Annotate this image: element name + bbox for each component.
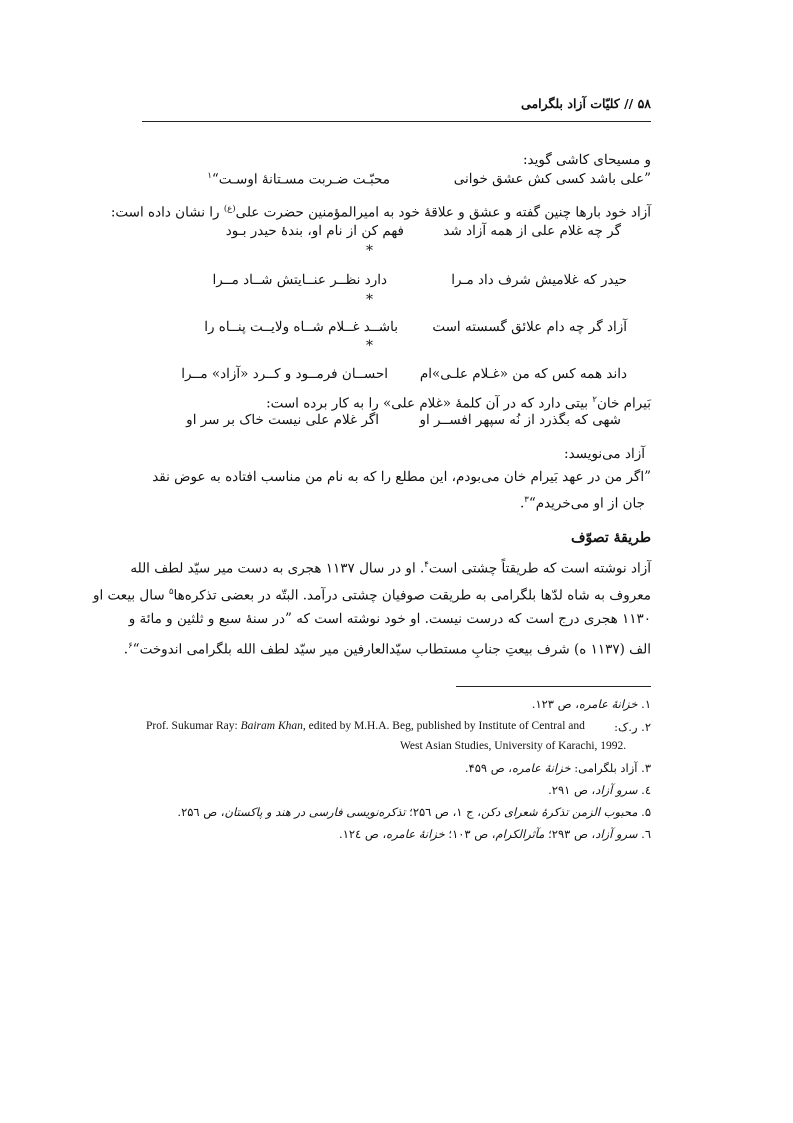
azad-intro-text-a: آزاد خود بارها چنین گفته و عشق و علاقۀ خود به امیرالمؤمنین حضرت علی bbox=[235, 204, 651, 221]
para-line-2 bbox=[93, 582, 651, 606]
footnote-ref-3[interactable]: ۳ bbox=[524, 495, 529, 505]
footnote-3 bbox=[465, 761, 651, 775]
fn3-a: ۳. آزاد بلگرامی: bbox=[570, 761, 651, 775]
fn4-rest: ، ص ۲۹۱. bbox=[548, 783, 596, 797]
footnote-ref-5[interactable]: ۵ bbox=[168, 587, 174, 597]
para-line-2-a: معروف به شاه لدّها بلگرامی به طریقت صوفیان چشتی درآمد. البتّه در بعضی تذکره‌ها bbox=[173, 587, 651, 604]
fn6-num: ٦. bbox=[637, 827, 651, 841]
verse4-first: داند همه کس که من «غـلام علـی»ام bbox=[419, 366, 627, 382]
fn5-rest: ، ص ۲۵٦. bbox=[177, 805, 225, 819]
bairam-text: بیتی دارد که در آن کلمۀ «غلام علی» را به کار برده است: bbox=[266, 395, 593, 412]
separator-star-2: * bbox=[366, 292, 373, 308]
fn5-t1: محبوب الزمن تذکرۀ شعرای دکن bbox=[480, 805, 638, 819]
fn6-t2: مآثرالکرام bbox=[495, 827, 545, 841]
bairam-intro bbox=[266, 390, 651, 414]
footnote-ref-6[interactable]: ۶ bbox=[128, 641, 133, 651]
fn4-title: سرو آزاد bbox=[595, 783, 638, 797]
fn6-rest: ، ص ۱۲٤. bbox=[339, 827, 387, 841]
fn5-m1: ، ج ۱، ص ۲۵٦؛ bbox=[405, 805, 481, 819]
quote-line-1: ”اگر من در عهد بَیرام خان می‌بودم، این مطلع را که به نام من مناسب افتاده به عوض نقد bbox=[152, 469, 651, 485]
para-line-1-b: . او در سال ۱۱۳۷ هجری به دست میر سیّد لطف الله bbox=[130, 560, 425, 577]
verse2-second: دارد نظــر عنــایتش شــاد مــرا bbox=[212, 272, 387, 288]
verse-kashi-first: ”علی باشد کسی کش عشق خوانی bbox=[453, 171, 651, 187]
fn3-rest: ، ص ۴۵۹. bbox=[464, 761, 513, 775]
verse-kashi-second-text: محبّـت ضـربت مسـتانۀ اوسـت“ bbox=[211, 171, 390, 188]
azad-writes: آزاد می‌نویسد: bbox=[564, 446, 645, 462]
separator-star-1: * bbox=[366, 243, 373, 259]
quote-line-2 bbox=[520, 490, 645, 514]
fn6-t1: سرو آزاد bbox=[595, 827, 638, 841]
verse1-second: فهم کن از نام او، بندۀ حیدر بـود bbox=[225, 223, 404, 239]
footnote-ref-2[interactable]: ۲ bbox=[592, 395, 597, 405]
separator-star-3: * bbox=[366, 338, 373, 354]
verse5-first: شهی که بگذرد از نُه سپهر افســر او bbox=[419, 412, 621, 428]
footnote-ref-1[interactable]: ۱ bbox=[207, 171, 212, 181]
footnote-ref-4[interactable]: ۴ bbox=[424, 560, 429, 570]
verse2-first: حیدر که غلامیش شرف داد مـرا bbox=[451, 272, 627, 288]
fn5-t2: تذکره‌نویسی فارسی در هند و پاکستان bbox=[224, 805, 406, 819]
verse4-second: احســان فرمــود و کــرد «آزاد» مــرا bbox=[181, 366, 388, 382]
azad-intro-text-b: را نشان داده است: bbox=[110, 204, 224, 221]
quote-end: . bbox=[519, 495, 525, 512]
para-line-2-b: سال بیعت او bbox=[92, 587, 169, 604]
verse3-second: باشــد غــلام شــاه ولایــت پنــاه را bbox=[204, 319, 398, 335]
quote-line-2-text: جان از او می‌خریدم“ bbox=[528, 495, 645, 512]
fn1-rest: ، ص ۱۲۳. bbox=[531, 697, 579, 711]
azad-intro bbox=[111, 199, 651, 223]
verse5-second: اگر غلام علی نیست خاک بر سر او bbox=[186, 412, 379, 428]
para-line-1 bbox=[130, 555, 651, 579]
honorific-sup: (ع) bbox=[223, 204, 236, 214]
para-line-4 bbox=[124, 636, 651, 660]
para-line-4-a: الف (۱۱۳۷ ه) شرف بیعتِ جنابِ مستطاب سیّدالعارفین میر سیّد لطف الله بلگرامی اندوخت“ bbox=[132, 641, 651, 658]
bairam-name: بَیرام خان bbox=[596, 395, 651, 412]
verse-kashi-second bbox=[207, 171, 390, 188]
fn2-en-a: Prof. Sukumar Ray: bbox=[146, 720, 241, 732]
footnote-6 bbox=[339, 827, 651, 841]
verse1-first: گر چه غلام علی از همه آزاد شد bbox=[443, 223, 621, 239]
footnote-2-english-cont: West Asian Studies, University of Karachi, 1992. bbox=[400, 740, 627, 752]
fn1-title: خزانۀ عامره bbox=[578, 697, 638, 711]
fn2-en-b: , edited by M.H.A. Beg, published by Institute of Central and bbox=[302, 720, 585, 732]
section-heading: طریقۀ تصوّف bbox=[570, 530, 651, 546]
fn6-m2: ، ص ۱۰۳؛ bbox=[444, 827, 496, 841]
header-title: ۵۸ // کلیّات آزاد بلگرامی bbox=[521, 96, 651, 111]
para-line-4-b: . bbox=[123, 641, 129, 658]
footnote-1 bbox=[532, 697, 651, 711]
footnote-2-label: ۲. ر.ک: bbox=[614, 720, 651, 734]
running-header bbox=[142, 96, 651, 118]
footnote-5 bbox=[177, 805, 651, 819]
para-line-3: ۱۱۳۰ هجری درج است که درست نیست. او خود نوشته است که ”در سنۀ سبع و ثلثین و مائة و bbox=[128, 611, 651, 627]
intro-kashi: و مسیحای کاشی گوید: bbox=[522, 152, 651, 168]
header-rule bbox=[142, 121, 651, 122]
footnote-4 bbox=[548, 783, 651, 797]
para-line-1-a: آزاد نوشته است که طریقتاً چشتی است bbox=[428, 560, 651, 577]
footnote-rule bbox=[456, 686, 651, 687]
fn6-m1: ، ص ۲۹۳؛ bbox=[544, 827, 596, 841]
fn2-en-title: Bairam Khan bbox=[240, 720, 303, 732]
verse3-first: آزاد گر چه دام علائق گسسته است bbox=[432, 319, 627, 335]
fn6-t3: خزانۀ عامره bbox=[386, 827, 445, 841]
fn3-title: خزانۀ عامره bbox=[512, 761, 571, 775]
fn1-num: ۱. bbox=[641, 697, 651, 711]
footnote-2-english bbox=[146, 720, 585, 732]
fn4-num: ٤. bbox=[637, 783, 651, 797]
fn5-num: ۵. bbox=[637, 805, 651, 819]
